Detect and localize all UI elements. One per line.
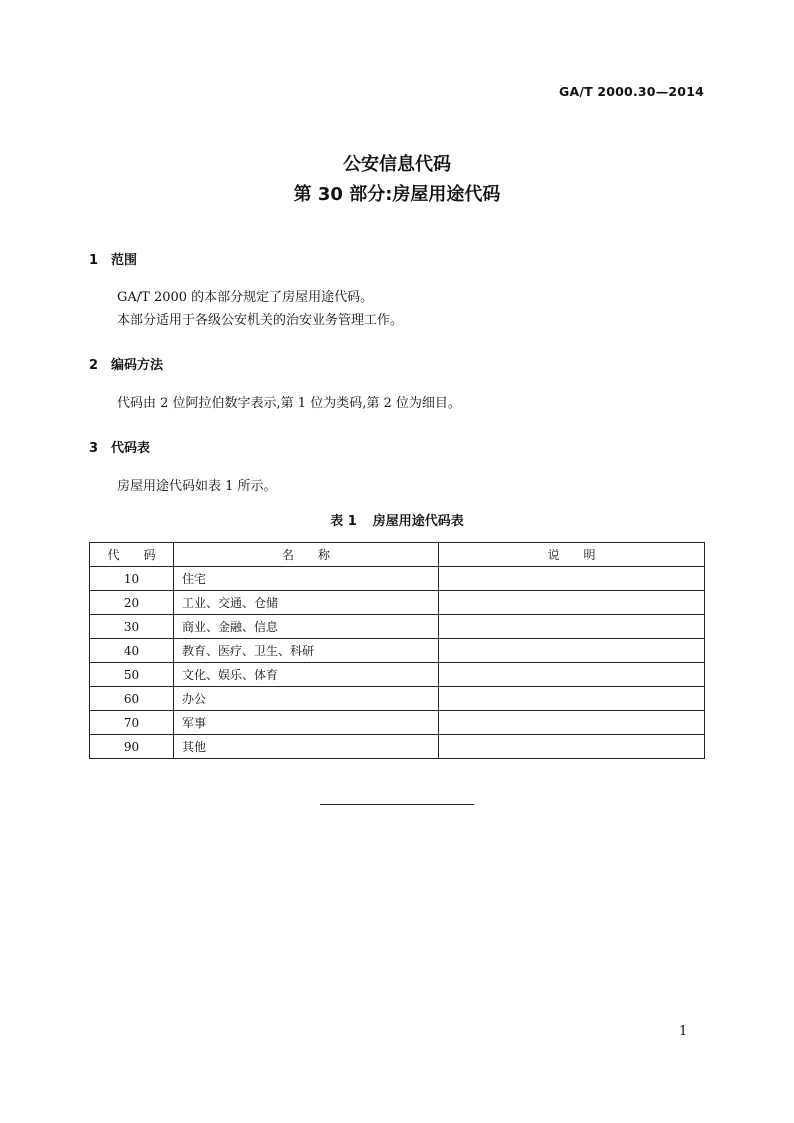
- section-number: 3: [89, 441, 99, 456]
- table-caption-title: 房屋用途代码表: [372, 514, 464, 529]
- end-of-document-rule: [320, 804, 474, 805]
- cell-code: 90: [90, 735, 174, 759]
- cell-name: 住宅: [174, 567, 439, 591]
- cell-name: 教育、医疗、卫生、科研: [174, 639, 439, 663]
- code-table: [89, 542, 705, 759]
- table-caption: [0, 510, 794, 529]
- cell-name: 办公: [174, 687, 439, 711]
- document-title: 公安信息代码: [343, 154, 451, 175]
- table-row: [90, 615, 705, 639]
- cell-note: [439, 615, 705, 639]
- cell-name: 商业、金融、信息: [174, 615, 439, 639]
- standard-number: GA/T 2000.30—2014: [558, 84, 704, 99]
- cell-code: 70: [90, 711, 174, 735]
- cell-note: [439, 711, 705, 735]
- cell-code: 10: [90, 567, 174, 591]
- cell-code: 40: [90, 639, 174, 663]
- table-row: [90, 567, 705, 591]
- header-code: 代码: [90, 543, 174, 567]
- paragraph: 本部分适用于各级公安机关的治安业务管理工作。: [117, 313, 404, 328]
- cell-code: 30: [90, 615, 174, 639]
- table-row: [90, 639, 705, 663]
- section-title: 代码表: [111, 441, 151, 456]
- cell-note: [439, 735, 705, 759]
- document-subtitle: 第 30 部分:房屋用途代码: [293, 184, 501, 205]
- cell-note: [439, 639, 705, 663]
- cell-code: 50: [90, 663, 174, 687]
- cell-name: 其他: [174, 735, 439, 759]
- cell-note: [439, 687, 705, 711]
- paragraph: 房屋用途代码如表 1 所示。: [117, 479, 277, 494]
- section-number: 2: [89, 358, 99, 373]
- table-caption-label: 表 1: [330, 514, 357, 529]
- paragraph: 代码由 2 位阿拉伯数字表示,第 1 位为类码,第 2 位为细目。: [117, 396, 461, 411]
- paragraph: GA/T 2000 的本部分规定了房屋用途代码。: [117, 290, 374, 305]
- table-row: [90, 735, 705, 759]
- table-header-row: [90, 543, 705, 567]
- section-title: 范围: [111, 253, 138, 268]
- section-number: 1: [89, 253, 99, 268]
- cell-name: 文化、娱乐、体育: [174, 663, 439, 687]
- header-name: 名称: [174, 543, 439, 567]
- table-row: [90, 591, 705, 615]
- table-row: [90, 663, 705, 687]
- table-row: [90, 687, 705, 711]
- section-heading-code-table: [89, 437, 150, 456]
- section-title: 编码方法: [111, 358, 164, 373]
- table-row: [90, 711, 705, 735]
- section-heading-coding-method: [89, 354, 163, 373]
- cell-name: 军事: [174, 711, 439, 735]
- header-note: 说明: [439, 543, 705, 567]
- cell-note: [439, 591, 705, 615]
- cell-name: 工业、交通、仓储: [174, 591, 439, 615]
- page-number: 1: [679, 1024, 688, 1039]
- cell-code: 60: [90, 687, 174, 711]
- cell-note: [439, 663, 705, 687]
- cell-note: [439, 567, 705, 591]
- cell-code: 20: [90, 591, 174, 615]
- section-heading-scope: [89, 249, 137, 268]
